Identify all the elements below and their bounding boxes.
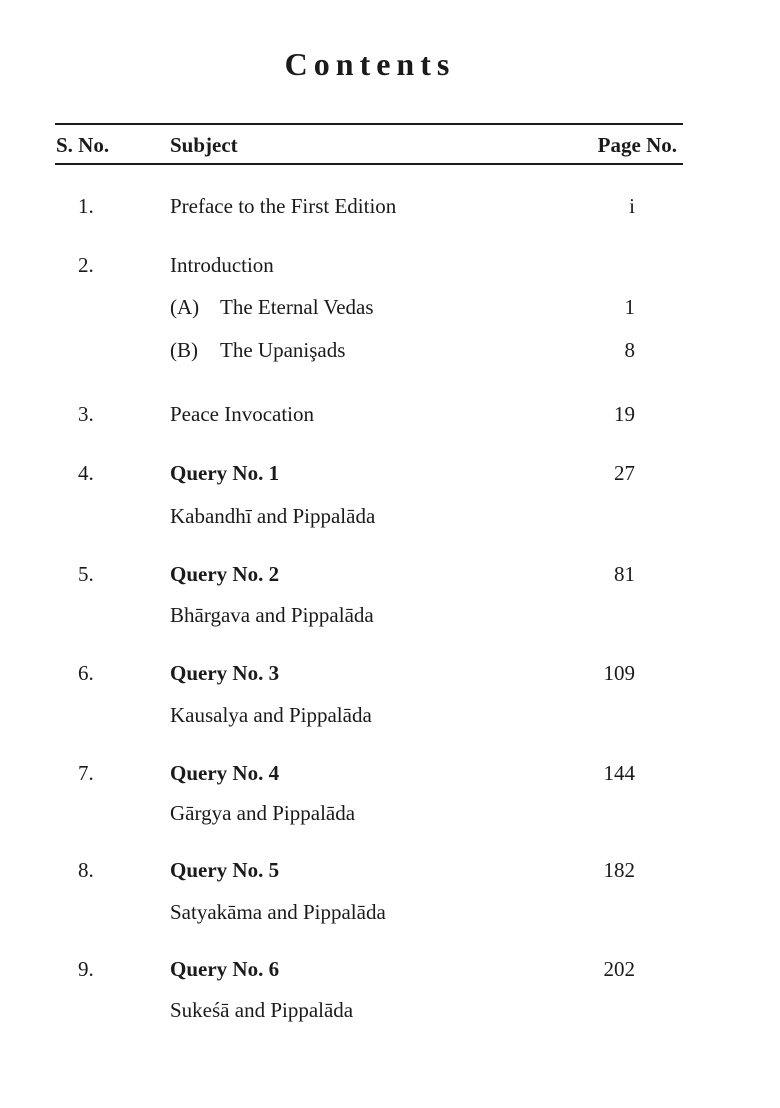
entry-number: 2. <box>78 253 94 277</box>
toc-row <box>0 560 780 588</box>
entry-page: 182 <box>603 858 635 882</box>
toc-row <box>0 759 780 787</box>
entry-page: 109 <box>603 661 635 685</box>
entry-page: 81 <box>614 562 635 586</box>
entry-page: 8 <box>624 338 635 362</box>
toc-row <box>0 856 780 884</box>
entry-subject: Query No. 5 <box>170 858 280 882</box>
toc-row <box>0 192 780 220</box>
toc-row <box>0 400 780 428</box>
page-title: Contents <box>284 46 456 82</box>
entry-subject: Preface to the First Edition <box>170 194 397 218</box>
header-subject: Subject <box>170 133 238 157</box>
entry-page: i <box>629 194 635 218</box>
entry-subject: Query No. 4 <box>170 761 280 785</box>
table-header-rule <box>55 163 683 165</box>
entry-page: 202 <box>603 957 635 981</box>
toc-row <box>0 251 780 279</box>
entry-subject: Query No. 2 <box>170 562 280 586</box>
entry-number: 5. <box>78 562 94 586</box>
toc-subtitle <box>0 898 780 926</box>
entry-subtitle: Kabandhī and Pippalāda <box>170 504 376 528</box>
entry-subject: Query No. 3 <box>170 661 280 685</box>
entry-number: 8. <box>78 858 94 882</box>
entry-label: (A) <box>170 295 200 319</box>
entry-label: (B) <box>170 338 198 362</box>
entry-number: 6. <box>78 661 94 685</box>
entry-page: 19 <box>614 402 635 426</box>
entry-subtitle: Sukeśā and Pippalāda <box>170 998 354 1022</box>
entry-subject: Peace Invocation <box>170 402 315 426</box>
toc-subrow <box>0 293 780 321</box>
toc-subtitle <box>0 701 780 729</box>
entry-subject: The Upanişads <box>220 338 346 362</box>
toc-subtitle <box>0 799 780 827</box>
toc-subtitle <box>0 502 780 530</box>
entry-subtitle: Bhārgava and Pippalāda <box>170 603 374 627</box>
entry-page: 27 <box>614 461 635 485</box>
toc-subrow <box>0 336 780 364</box>
entry-subject: Introduction <box>170 253 274 277</box>
entry-page: 1 <box>624 295 635 319</box>
entry-subject: Query No. 6 <box>170 957 280 981</box>
toc-row <box>0 659 780 687</box>
toc-subtitle <box>0 996 780 1024</box>
entry-number: 1. <box>78 194 94 218</box>
entry-number: 9. <box>78 957 94 981</box>
header-page: Page No. <box>597 133 677 157</box>
toc-subtitle <box>0 601 780 629</box>
toc-row <box>0 955 780 983</box>
header-sno: S. No. <box>56 133 110 157</box>
entry-subject: Query No. 1 <box>170 461 280 485</box>
entry-number: 7. <box>78 761 94 785</box>
toc-row <box>0 459 780 487</box>
entry-subject: The Eternal Vedas <box>220 295 374 319</box>
entry-number: 4. <box>78 461 94 485</box>
entry-subtitle: Gārgya and Pippalāda <box>170 801 356 825</box>
table-top-rule <box>55 123 683 125</box>
entry-subtitle: Satyakāma and Pippalāda <box>170 900 386 924</box>
entry-subtitle: Kausalya and Pippalāda <box>170 703 372 727</box>
entry-number: 3. <box>78 402 94 426</box>
entry-page: 144 <box>603 761 635 785</box>
